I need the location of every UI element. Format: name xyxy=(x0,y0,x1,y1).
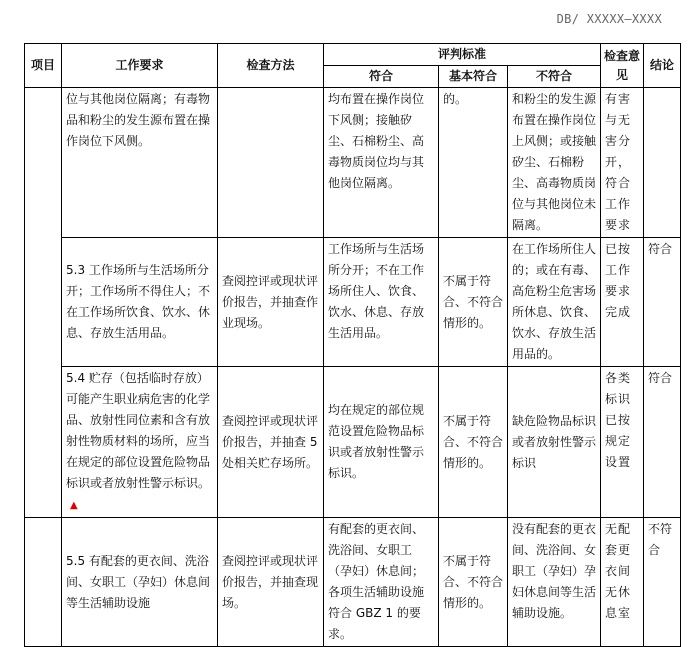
opinion-cell: 有害与无害分开，符合工作要求 xyxy=(601,88,644,238)
header-row xyxy=(25,44,681,66)
opinion-cell: 已按工作要求完成 xyxy=(601,238,644,367)
header-opinion: 检查意见 xyxy=(601,44,644,88)
requirement-cell: 5.5 有配套的更衣间、洗浴间、女职工（孕妇）休息间等生活辅助设施 xyxy=(62,518,218,647)
requirement-text: 5.4 贮存（包括临时存放）可能产生职业病危害的化学品、放射性同位素和含有放射性物质材料的场所，应当在规定的部位设置危险物品标识或者放射性警示标识。 xyxy=(66,371,211,490)
inspection-table xyxy=(24,43,681,647)
conclusion-cell: 符合 xyxy=(644,367,681,518)
table-row xyxy=(25,238,681,367)
comply-cell: 有配套的更衣间、洗浴间、女职工（孕妇）休息间；各项生活辅助设施符合 GBZ 1 的要求。 xyxy=(324,518,439,647)
noncomply-cell: 缺危险物品标识或者放射性警示标识 xyxy=(508,367,601,518)
method-cell: 查阅控评或现状评价报告，并抽查现场。 xyxy=(218,518,324,647)
item-cell xyxy=(25,88,62,518)
conclusion-cell: 符合 xyxy=(644,238,681,367)
header-comply: 符合 xyxy=(324,66,439,88)
header-noncomply: 不符合 xyxy=(508,66,601,88)
requirement-cell: 位与其他岗位隔离；有毒物品和粉尘的发生源布置在操作岗位下风侧。 xyxy=(62,88,218,238)
opinion-cell: 各类标识已按规定设置 xyxy=(601,367,644,518)
table-row xyxy=(25,518,681,647)
header-method: 检查方法 xyxy=(218,44,324,88)
header-conclusion: 结论 xyxy=(644,44,681,88)
requirement-cell xyxy=(62,367,218,518)
noncomply-cell: 在工作场所住人的；或在有毒、高危粉尘危害场所休息、饮食、饮水、存放生活用品的。 xyxy=(508,238,601,367)
table-row xyxy=(25,88,681,238)
comply-cell: 均在规定的部位规范设置危险物品标识或者放射性警示标识。 xyxy=(324,367,439,518)
key-item-mark: ▲ xyxy=(70,500,78,511)
header-criteria: 评判标准 xyxy=(324,44,601,66)
noncomply-cell: 和粉尘的发生源布置在操作岗位上风侧；或接触矽尘、石棉粉尘、高毒物质岗位与其他岗位未隔离。 xyxy=(508,88,601,238)
header-basic-comply: 基本符合 xyxy=(439,66,508,88)
method-cell: 查阅控评或现状评价报告，并抽查 5 处相关贮存场所。 xyxy=(218,367,324,518)
conclusion-cell xyxy=(644,88,681,238)
method-cell: 查阅控评或现状评价报告，并抽查作业现场。 xyxy=(218,238,324,367)
header-requirement: 工作要求 xyxy=(62,44,218,88)
requirement-cell: 5.3 工作场所与生活场所分开；工作场所不得住人；不在工作场所饮食、饮水、休息、存放生活用品。 xyxy=(62,238,218,367)
basic-comply-cell: 不属于符合、不符合情形的。 xyxy=(439,367,508,518)
basic-comply-cell: 不属于符合、不符合情形的。 xyxy=(439,518,508,647)
basic-comply-cell: 不属于符合、不符合情形的。 xyxy=(439,238,508,367)
noncomply-cell: 没有配套的更衣间、洗浴间、女职工（孕妇）孕妇休息间等生活辅助设施。 xyxy=(508,518,601,647)
comply-cell: 均布置在操作岗位下风侧；接触矽尘、石棉粉尘、高毒物质岗位均与其他岗位隔离。 xyxy=(324,88,439,238)
opinion-cell: 无配套更衣间无休息室 xyxy=(601,518,644,647)
method-cell xyxy=(218,88,324,238)
conclusion-cell: 不符合 xyxy=(644,518,681,647)
comply-cell: 工作场所与生活场所分开；不在工作场所住人、饮食、饮水、休息、存放生活用品。 xyxy=(324,238,439,367)
table-row xyxy=(25,367,681,518)
item-cell xyxy=(25,518,62,647)
header-item: 项目 xyxy=(25,44,62,88)
basic-comply-cell: 的。 xyxy=(439,88,508,238)
document-code: DB/ XXXXX—XXXX xyxy=(556,12,662,26)
